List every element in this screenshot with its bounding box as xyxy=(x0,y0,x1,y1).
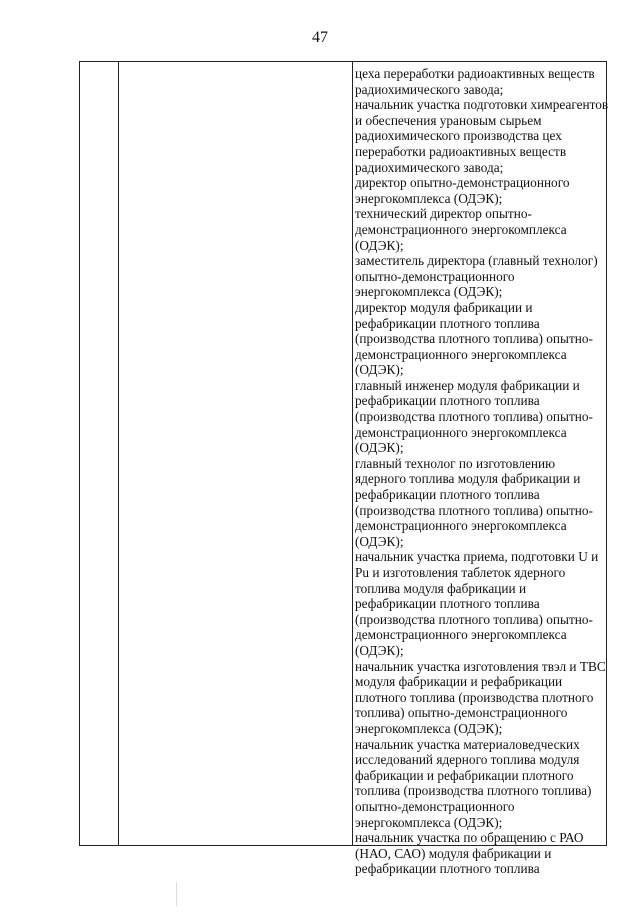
table-cell-line: начальник участка изготовления твэл и ТВС xyxy=(355,658,606,674)
table-cell-line: модуля фабрикации и рефабрикации xyxy=(355,674,563,690)
table-cell-line: демонстрационного энергокомплекса xyxy=(355,221,567,237)
table-cell-line: (ОДЭК); xyxy=(355,533,404,549)
table-column-divider xyxy=(118,62,119,845)
table-cell-line: (НАО, САО) модуля фабрикации и xyxy=(355,845,552,861)
table-cell-line: (ОДЭК); xyxy=(355,440,404,456)
table-cell-line: рефабрикации плотного топлива xyxy=(355,861,540,877)
table-cell-line: топлива) опытно-демонстрационного xyxy=(355,705,568,721)
table-cell-line: опытно-демонстрационного xyxy=(355,798,515,814)
table-cell-line: радиохимического производства цех xyxy=(355,128,562,144)
table-cell-line: рефабрикации плотного топлива xyxy=(355,596,540,612)
table-cell-line: радиохимического завода; xyxy=(355,159,504,175)
table-cell-line: топлива модуля фабрикации и xyxy=(355,580,527,596)
table-cell-line: (производства плотного топлива) опытно- xyxy=(355,611,593,627)
document-table xyxy=(79,61,609,877)
table-cell-line: энергокомплекса (ОДЭК); xyxy=(355,814,503,830)
table-cell-line: начальник участка подготовки химреагентов xyxy=(355,97,609,113)
table-cell-line: технический директор опытно- xyxy=(355,206,532,222)
table-cell-line: заместитель директора (главный технолог) xyxy=(355,253,598,269)
table-cell-line: фабрикации и рефабрикации плотного xyxy=(355,767,574,783)
table-cell-line: демонстрационного энергокомплекса xyxy=(355,346,567,362)
table-cell-line: энергокомплекса (ОДЭК); xyxy=(355,720,503,736)
table-cell-line: радиохимического завода; xyxy=(355,81,504,97)
table-cell-line: топлива (производства плотного топлива) xyxy=(355,783,592,799)
table-cell-line: главный технолог по изготовлению xyxy=(355,455,556,471)
table-cell-line: (ОДЭК); xyxy=(355,362,404,378)
table-cell-line: рефабрикации плотного топлива xyxy=(355,315,540,331)
table-cell-line: плотного топлива (производства плотного xyxy=(355,689,594,705)
table-cell-line: главный инженер модуля фабрикации и xyxy=(355,377,580,393)
scan-artifact xyxy=(176,882,177,906)
table-cell-line: переработки радиоактивных веществ xyxy=(355,143,567,159)
table-cell-line: (ОДЭК); xyxy=(355,237,404,253)
table-cell-line: (ОДЭК); xyxy=(355,642,404,658)
table-cell-line: (производства плотного топлива) опытно- xyxy=(355,331,593,347)
table-cell-line: (производства плотного топлива) опытно- xyxy=(355,502,593,518)
table-cell-line: демонстрационного энергокомплекса xyxy=(355,627,567,643)
table-cell-line: Pu и изготовления таблеток ядерного xyxy=(355,565,566,580)
table-cell-line: демонстрационного энергокомплекса xyxy=(355,424,567,440)
table-cell-line: энергокомплекса (ОДЭК); xyxy=(355,284,503,300)
table-cell-line: директор опытно-демонстрационного xyxy=(355,175,570,191)
table-cell-line: начальник участка приема, подготовки U и xyxy=(355,549,599,565)
table-cell-line: начальник участка по обращению с РАО xyxy=(355,830,584,846)
table-cell-line: (производства плотного топлива) опытно- xyxy=(355,409,593,425)
table-cell-line: рефабрикации плотного топлива xyxy=(355,487,540,503)
table-cell-line: энергокомплекса (ОДЭК); xyxy=(355,190,503,206)
table-cell-line: рефабрикации плотного топлива xyxy=(355,393,540,409)
table-cell-positions-list xyxy=(355,66,609,877)
table-cell-line: начальник участка материаловедческих xyxy=(355,736,580,752)
table-cell-line: опытно-демонстрационного xyxy=(355,268,515,284)
table-cell-line: исследований ядерного топлива модуля xyxy=(355,752,580,768)
table-cell-line: цеха переработки радиоактивных веществ xyxy=(355,66,595,81)
table-cell-line: директор модуля фабрикации и xyxy=(355,299,533,315)
table-column-divider xyxy=(352,62,353,845)
page-number: 47 xyxy=(312,29,328,46)
table-cell-line: ядерного топлива модуля фабрикации и xyxy=(355,471,581,487)
table-cell-line: демонстрационного энергокомплекса xyxy=(355,518,567,534)
table-cell-line: и обеспечения урановым сырьем xyxy=(355,112,542,128)
